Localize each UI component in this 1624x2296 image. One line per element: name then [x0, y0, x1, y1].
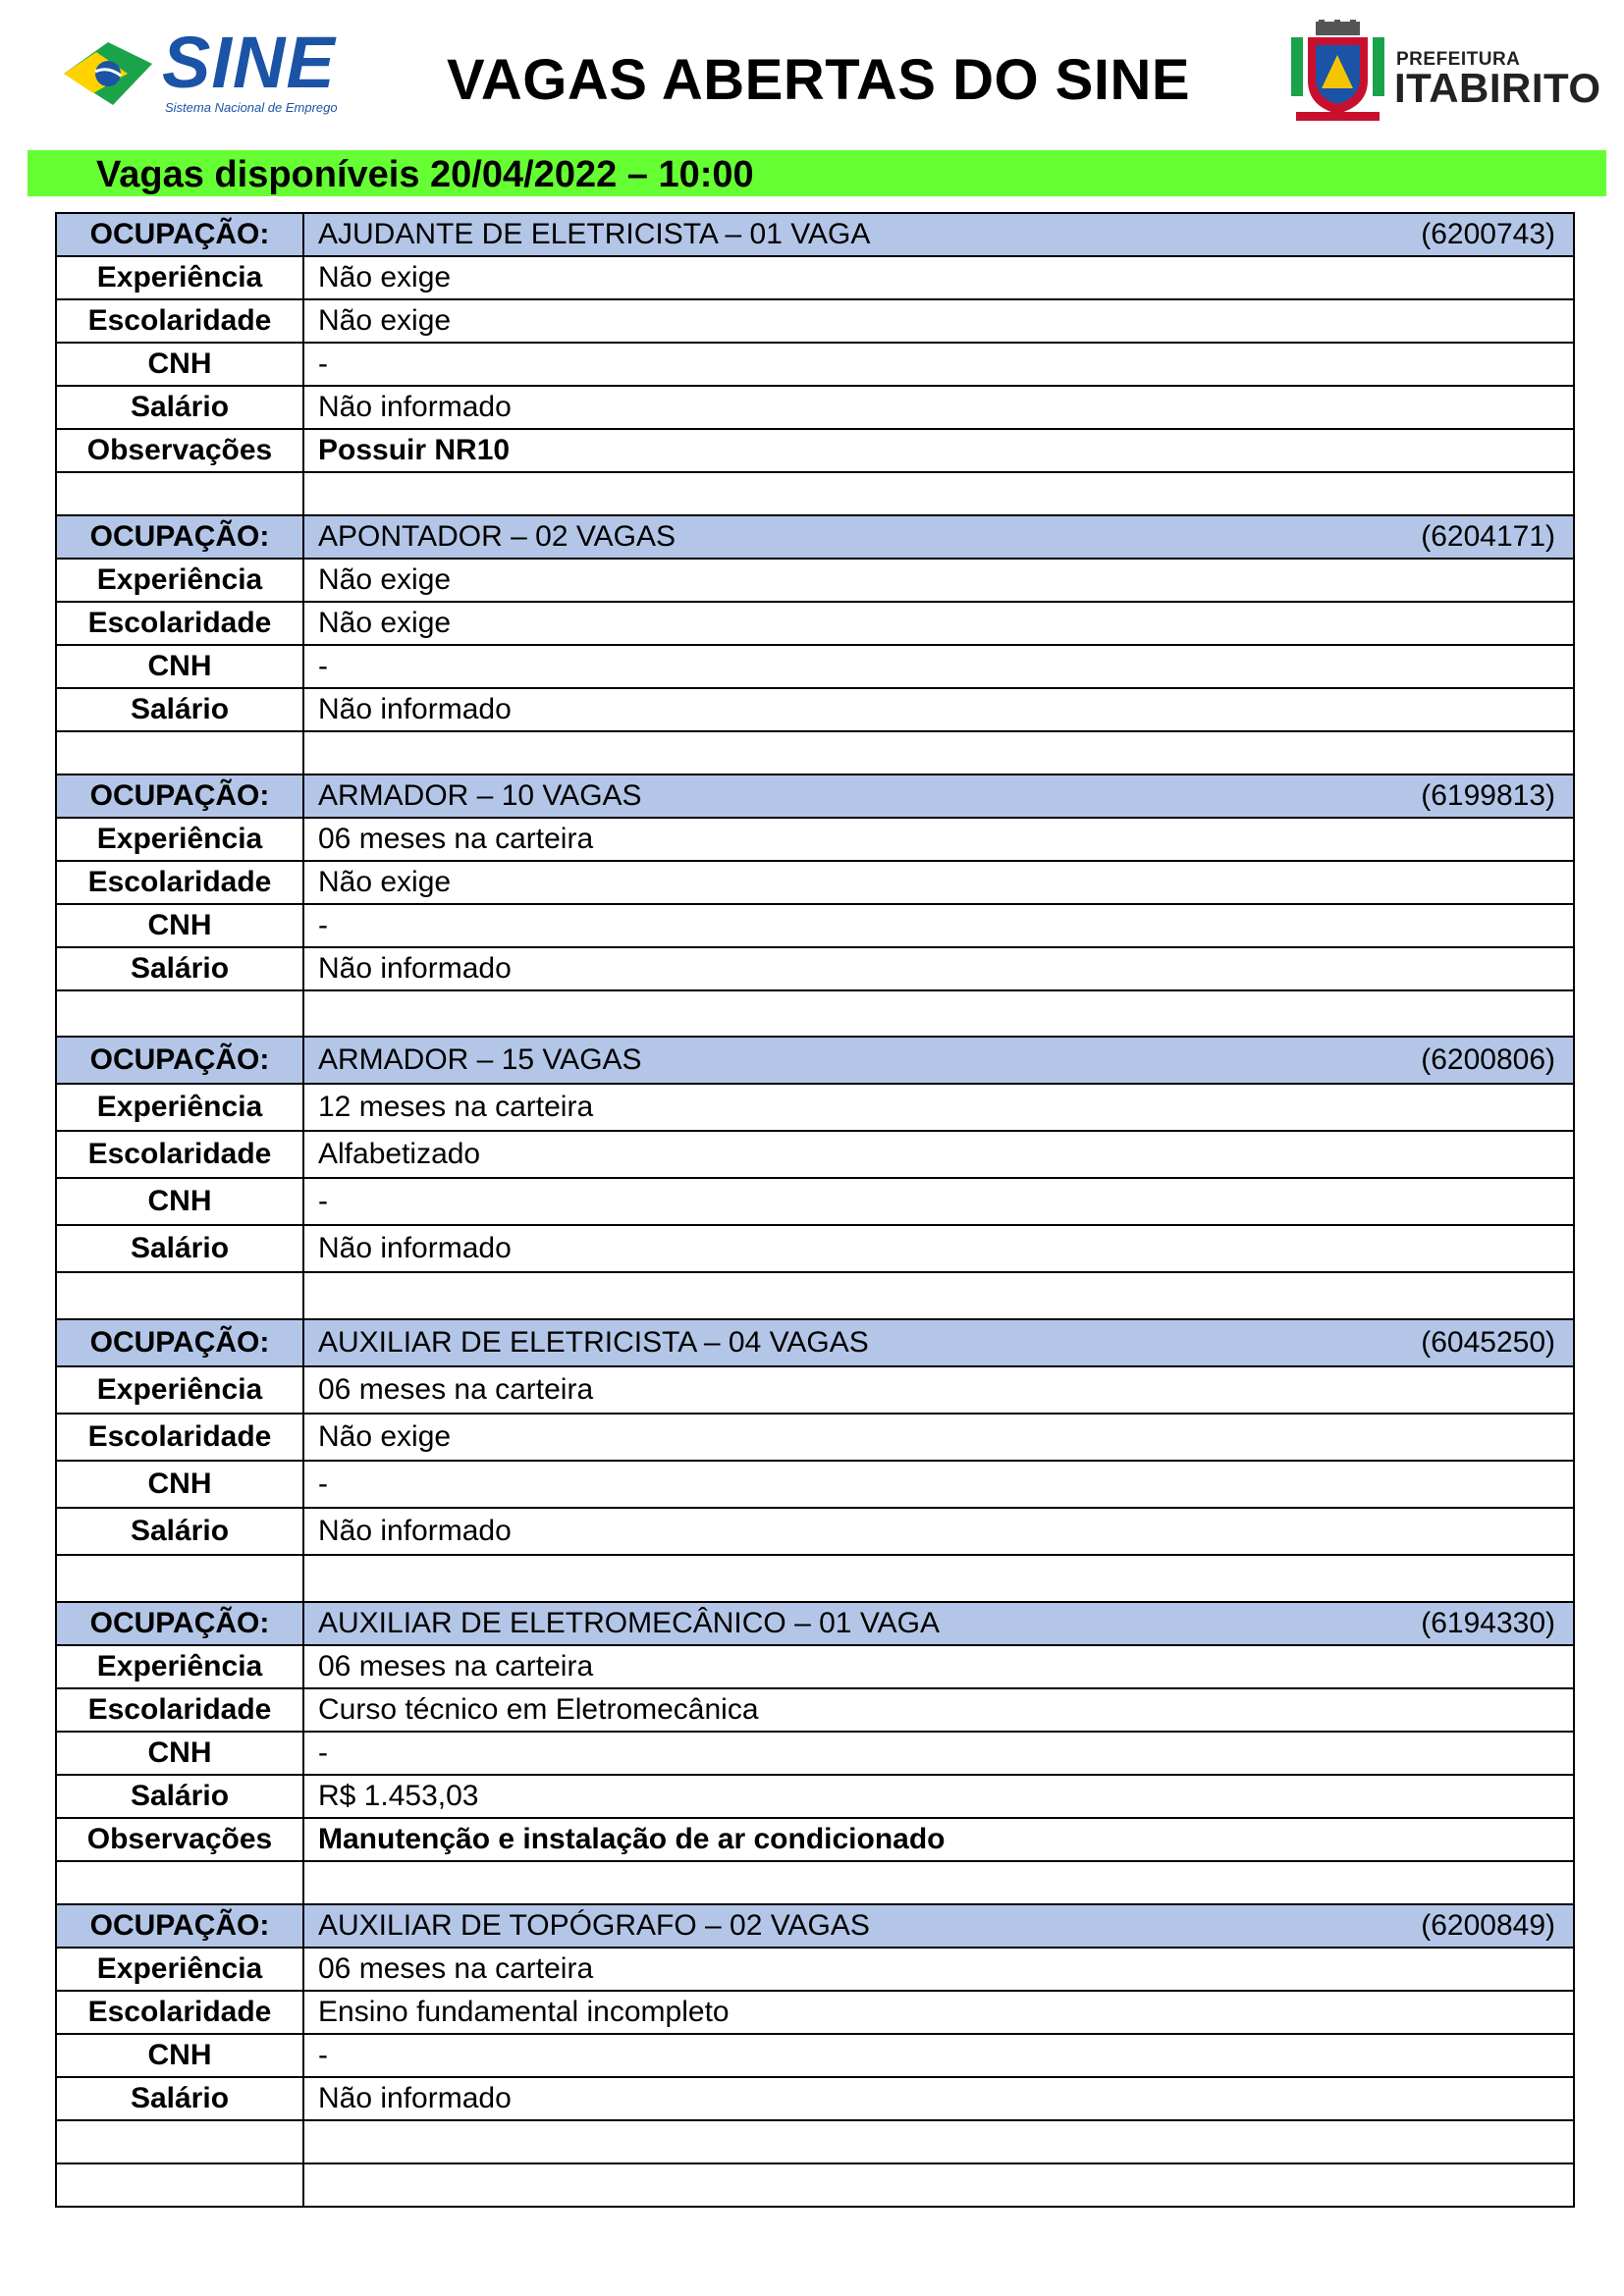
salary-value: R$ 1.453,03 [303, 1775, 1574, 1818]
education-value: Não exige [303, 1414, 1574, 1461]
salary-value: Não informado [303, 947, 1574, 990]
occupation-cell [303, 213, 1574, 256]
table-row [56, 1178, 1574, 1225]
prefeitura-label: PREFEITURA [1396, 49, 1521, 70]
spacer-row [56, 1272, 1574, 1319]
date-banner [27, 150, 1606, 196]
occupation-code: (6200849) [1421, 1909, 1555, 1942]
prefeitura-itabirito-logo [1286, 20, 1601, 128]
occupation-code: (6204171) [1421, 520, 1555, 553]
table-row [56, 2034, 1574, 2077]
banner-text: Vagas disponíveis 20/04/2022 – 10:00 [96, 154, 754, 195]
cnh-label: CNH [56, 2034, 303, 2077]
table-row [56, 299, 1574, 343]
salary-label: Salário [56, 2077, 303, 2120]
occupation-label: OCUPAÇÃO: [56, 1904, 303, 1948]
salary-value: Não informado [303, 1225, 1574, 1272]
table-row [56, 429, 1574, 472]
table-row [56, 602, 1574, 645]
occupation-title: ARMADOR – 10 VAGAS [318, 779, 642, 812]
occupation-title: ARMADOR – 15 VAGAS [318, 1043, 642, 1076]
occupation-label: OCUPAÇÃO: [56, 1602, 303, 1645]
occupation-cell [303, 1904, 1574, 1948]
occupation-title: AUXILIAR DE TOPÓGRAFO – 02 VAGAS [318, 1909, 870, 1942]
vacancy-header-row [56, 1319, 1574, 1366]
occupation-title: AUXILIAR DE ELETRICISTA – 04 VAGAS [318, 1326, 869, 1359]
page-title: VAGAS ABERTAS DO SINE [447, 48, 1191, 112]
table-row [56, 861, 1574, 904]
experience-label: Experiência [56, 1645, 303, 1688]
cnh-label: CNH [56, 343, 303, 386]
table-row [56, 256, 1574, 299]
page-header [0, 0, 1624, 147]
table-row [56, 1366, 1574, 1414]
spacer-row [56, 990, 1574, 1037]
occupation-title: AJUDANTE DE ELETRICISTA – 01 VAGA [318, 218, 871, 250]
education-label: Escolaridade [56, 1414, 303, 1461]
occupation-label: OCUPAÇÃO: [56, 774, 303, 818]
experience-label: Experiência [56, 1366, 303, 1414]
cnh-label: CNH [56, 1461, 303, 1508]
cnh-value: - [303, 343, 1574, 386]
spacer-row [56, 2120, 1574, 2163]
salary-label: Salário [56, 1508, 303, 1555]
education-value: Alfabetizado [303, 1131, 1574, 1178]
cnh-label: CNH [56, 1732, 303, 1775]
table-row [56, 1645, 1574, 1688]
experience-value: 06 meses na carteira [303, 1948, 1574, 1991]
occupation-cell [303, 1037, 1574, 1084]
occupation-label: OCUPAÇÃO: [56, 1037, 303, 1084]
education-label: Escolaridade [56, 1688, 303, 1732]
education-value: Não exige [303, 861, 1574, 904]
occupation-label: OCUPAÇÃO: [56, 515, 303, 559]
education-value: Ensino fundamental incompleto [303, 1991, 1574, 2034]
experience-label: Experiência [56, 1084, 303, 1131]
cnh-label: CNH [56, 1178, 303, 1225]
salary-label: Salário [56, 386, 303, 429]
table-row [56, 1084, 1574, 1131]
experience-label: Experiência [56, 256, 303, 299]
table-row [56, 645, 1574, 688]
vacancy-header-row [56, 1037, 1574, 1084]
salary-value: Não informado [303, 2077, 1574, 2120]
notes-label: Observações [56, 1818, 303, 1861]
sine-logo [59, 22, 344, 123]
cnh-value: - [303, 2034, 1574, 2077]
sine-flag-icon [59, 34, 157, 113]
education-label: Escolaridade [56, 1131, 303, 1178]
table-row [56, 1414, 1574, 1461]
experience-label: Experiência [56, 559, 303, 602]
table-row [56, 343, 1574, 386]
vacancies-table [55, 212, 1575, 2208]
sine-logo-text: SINE [162, 22, 336, 103]
notes-label: Observações [56, 429, 303, 472]
education-label: Escolaridade [56, 861, 303, 904]
salary-value: Não informado [303, 688, 1574, 731]
table-row [56, 947, 1574, 990]
cnh-value: - [303, 1732, 1574, 1775]
vacancy-header-row [56, 1904, 1574, 1948]
occupation-title: AUXILIAR DE ELETROMECÂNICO – 01 VAGA [318, 1607, 940, 1639]
occupation-code: (6194330) [1421, 1607, 1555, 1639]
experience-label: Experiência [56, 1948, 303, 1991]
table-row [56, 1818, 1574, 1861]
cnh-value: - [303, 1178, 1574, 1225]
spacer-row [56, 1555, 1574, 1602]
occupation-cell [303, 1319, 1574, 1366]
occupation-cell [303, 1602, 1574, 1645]
table-row [56, 1688, 1574, 1732]
occupation-label: OCUPAÇÃO: [56, 213, 303, 256]
occupation-cell [303, 515, 1574, 559]
occupation-cell [303, 774, 1574, 818]
experience-value: 12 meses na carteira [303, 1084, 1574, 1131]
spacer-row [56, 1861, 1574, 1904]
table-row [56, 688, 1574, 731]
experience-value: Não exige [303, 559, 1574, 602]
experience-value: Não exige [303, 256, 1574, 299]
salary-value: Não informado [303, 1508, 1574, 1555]
education-label: Escolaridade [56, 1991, 303, 2034]
vacancy-header-row [56, 774, 1574, 818]
table-row [56, 1131, 1574, 1178]
education-label: Escolaridade [56, 299, 303, 343]
notes-value: Possuir NR10 [303, 429, 1574, 472]
education-value: Não exige [303, 602, 1574, 645]
table-row [56, 559, 1574, 602]
vacancy-header-row [56, 515, 1574, 559]
table-row [56, 1991, 1574, 2034]
table-row [56, 1461, 1574, 1508]
salary-label: Salário [56, 1775, 303, 1818]
table-row [56, 1775, 1574, 1818]
experience-label: Experiência [56, 818, 303, 861]
vacancy-header-row [56, 1602, 1574, 1645]
occupation-label: OCUPAÇÃO: [56, 1319, 303, 1366]
table-row [56, 818, 1574, 861]
experience-value: 06 meses na carteira [303, 1366, 1574, 1414]
occupation-code: (6200806) [1421, 1043, 1555, 1076]
salary-value: Não informado [303, 386, 1574, 429]
spacer-row [56, 472, 1574, 515]
occupation-code: (6045250) [1421, 1326, 1555, 1359]
occupation-code: (6199813) [1421, 779, 1555, 812]
vacancy-header-row [56, 213, 1574, 256]
notes-value: Manutenção e instalação de ar condicionado [303, 1818, 1574, 1861]
table-row [56, 2077, 1574, 2120]
cnh-value: - [303, 904, 1574, 947]
occupation-code: (6200743) [1421, 218, 1555, 250]
education-value: Curso técnico em Eletromecânica [303, 1688, 1574, 1732]
table-row [56, 386, 1574, 429]
sine-logo-subtitle: Sistema Nacional de Emprego [165, 100, 338, 115]
cnh-label: CNH [56, 645, 303, 688]
prefeitura-name: ITABIRITO [1394, 65, 1601, 111]
cnh-value: - [303, 645, 1574, 688]
table-row [56, 1948, 1574, 1991]
experience-value: 06 meses na carteira [303, 1645, 1574, 1688]
salary-label: Salário [56, 1225, 303, 1272]
experience-value: 06 meses na carteira [303, 818, 1574, 861]
spacer-row [56, 731, 1574, 774]
table-row [56, 1225, 1574, 1272]
education-value: Não exige [303, 299, 1574, 343]
occupation-title: APONTADOR – 02 VAGAS [318, 520, 676, 553]
cnh-label: CNH [56, 904, 303, 947]
table-row [56, 1732, 1574, 1775]
cnh-value: - [303, 1461, 1574, 1508]
spacer-row [56, 2163, 1574, 2207]
itabirito-coat-of-arms-icon [1286, 20, 1389, 123]
salary-label: Salário [56, 688, 303, 731]
table-row [56, 904, 1574, 947]
salary-label: Salário [56, 947, 303, 990]
table-row [56, 1508, 1574, 1555]
education-label: Escolaridade [56, 602, 303, 645]
